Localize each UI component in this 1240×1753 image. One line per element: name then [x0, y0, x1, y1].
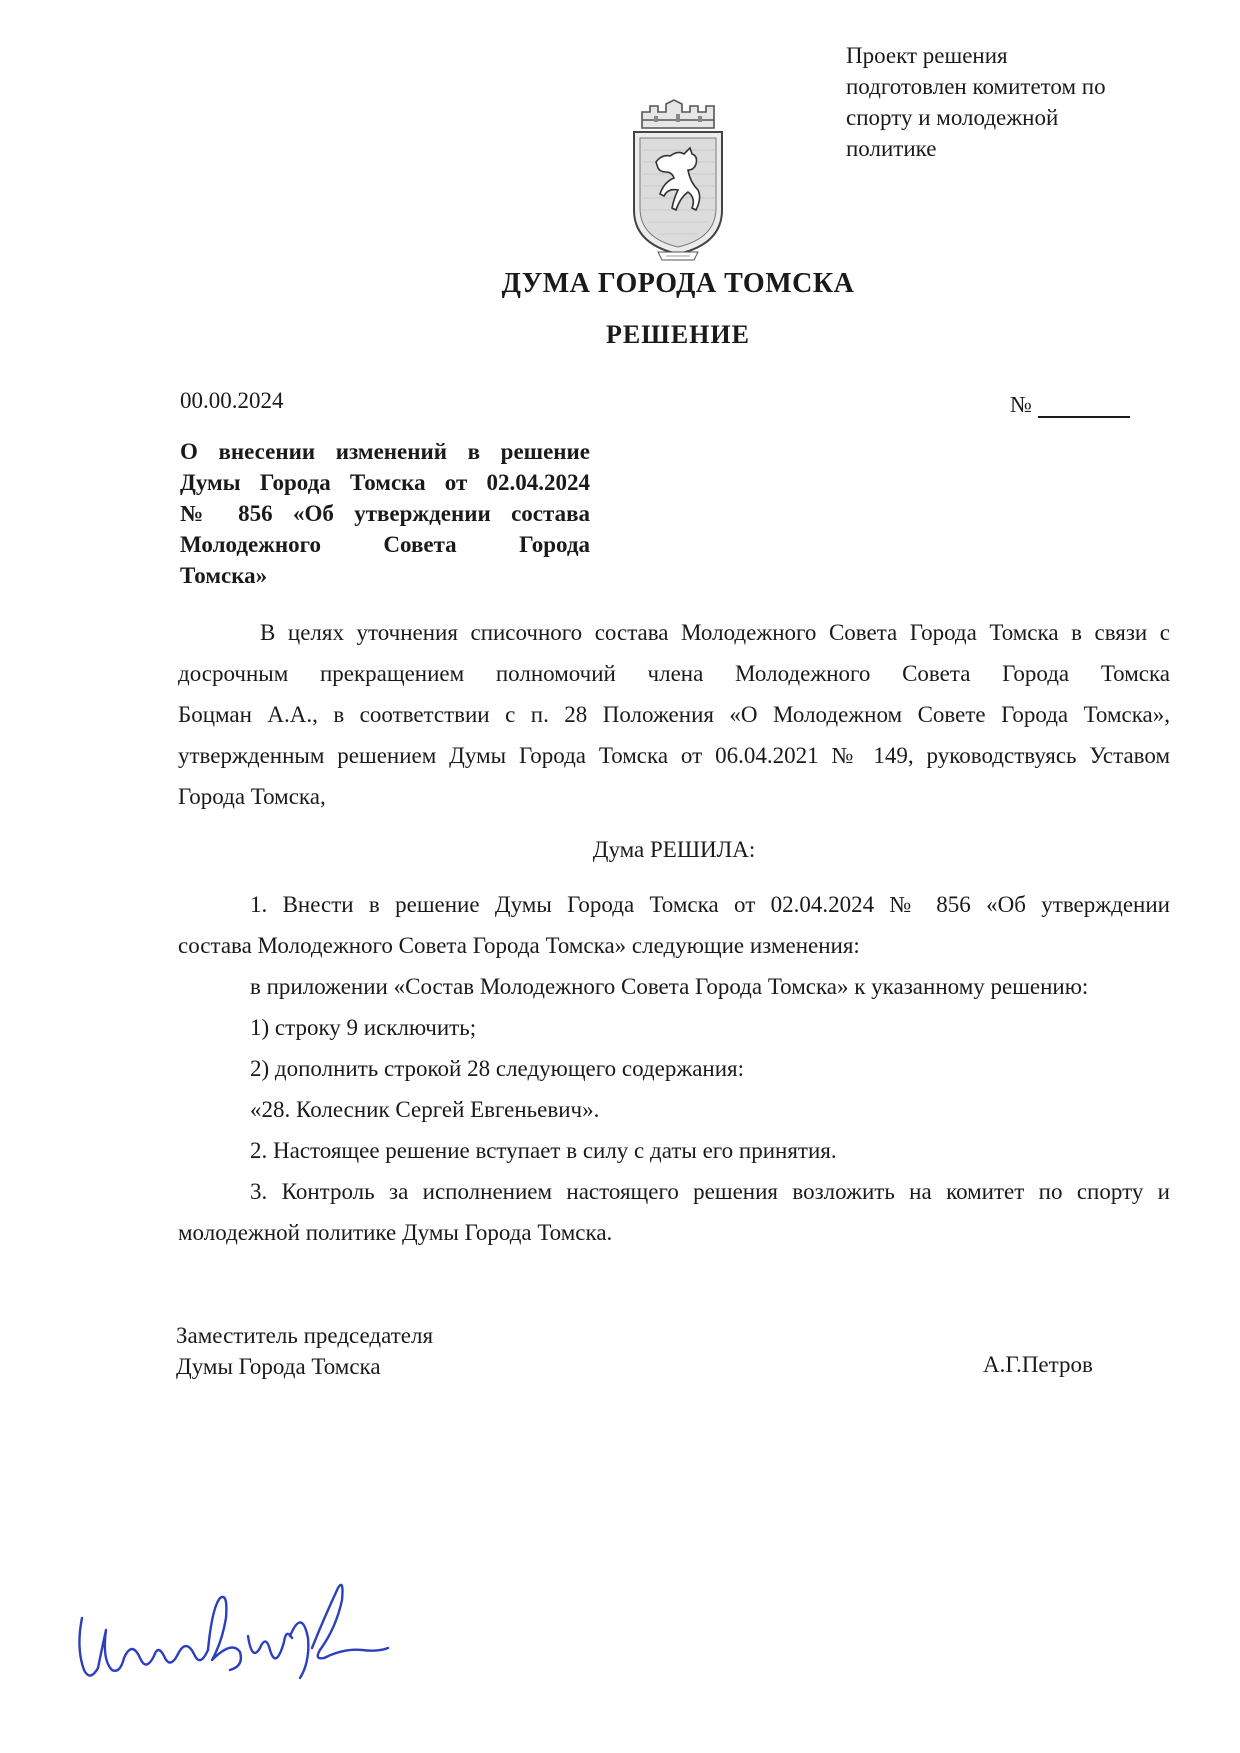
subject-line: О внесении изменений в решение	[180, 439, 590, 464]
document-body	[178, 612, 1170, 1253]
item-3-line: 3. Контроль за исполнением настоящего решения возложить на комитет по спорту и	[250, 1179, 1170, 1204]
draft-note-line: спорту и молодежной	[846, 105, 1059, 130]
draft-note-line: Проект решения	[846, 43, 1008, 68]
decision-heading: РЕШЕНИЕ	[606, 320, 750, 349]
preamble-line: досрочным прекращением полномочий члена Молодежного Совета Города Томска	[178, 661, 1170, 686]
page-title: ДУМА ГОРОДА ТОМСКА	[501, 268, 855, 299]
sub-item-2-content: «28. Колесник Сергей Евгеньевич».	[250, 1097, 600, 1122]
resolved-heading: Дума РЕШИЛА:	[592, 837, 756, 862]
sub-item-1: 1) строку 9 исключить;	[250, 1015, 477, 1040]
item-1-paragraph	[178, 884, 1170, 966]
signer-position-line: Заместитель председателя	[176, 1323, 434, 1348]
sub-item-2: 2) дополнить строкой 28 следующего содержания:	[250, 1056, 745, 1081]
subject-line: Молодежного Совета Города	[180, 532, 590, 557]
document-subject	[180, 436, 590, 591]
preamble-line: утвержденным решением Думы Города Томска от 06.04.2021 № 149, руководствуясь Уставом	[178, 743, 1170, 768]
item-1-line: 1. Внести в решение Думы Города Томска от 02.04.2024 № 856 «Об утверждении	[250, 892, 1170, 917]
draft-note-line: политике	[846, 136, 937, 161]
document-number	[1010, 392, 1130, 418]
item-3-line: молодежной политике Думы Города Томска.	[178, 1220, 613, 1245]
item-1-line: состава Молодежного Совета Города Томска» следующие изменения:	[178, 933, 860, 958]
preamble-paragraph	[178, 612, 1170, 817]
signer-position-line: Думы Города Томска	[176, 1354, 381, 1379]
preamble-line: Города Томска,	[178, 784, 326, 809]
signer-name: А.Г.Петров	[983, 1352, 1093, 1377]
item-2: 2. Настоящее решение вступает в силу с даты его принятия.	[250, 1138, 837, 1163]
subject-line: № 856 «Об утверждении состава	[180, 501, 590, 526]
signer-position	[176, 1320, 433, 1382]
preamble-line: Боцман А.А., в соответствии с п. 28 Положения «О Молодежном Совете Города Томска»,	[178, 702, 1170, 727]
document-number-blank	[1038, 394, 1130, 418]
document-number-label: №	[1010, 392, 1032, 417]
tomsk-coat-of-arms-icon	[628, 98, 728, 268]
subject-line: Томска»	[180, 563, 268, 588]
preamble-line: В целях уточнения списочного состава Молодежного Совета Города Томска в связи с	[260, 620, 1170, 645]
document-date: 00.00.2024	[180, 388, 284, 413]
draft-note-line: подготовлен комитетом по	[846, 74, 1106, 99]
item-3-paragraph	[178, 1171, 1170, 1253]
handwritten-signature-icon	[62, 1578, 392, 1698]
draft-note	[846, 40, 1176, 164]
subject-line: Думы Города Томска от 02.04.2024	[180, 470, 590, 495]
appendix-line: в приложении «Состав Молодежного Совета Города Томска» к указанному решению:	[250, 974, 1089, 999]
